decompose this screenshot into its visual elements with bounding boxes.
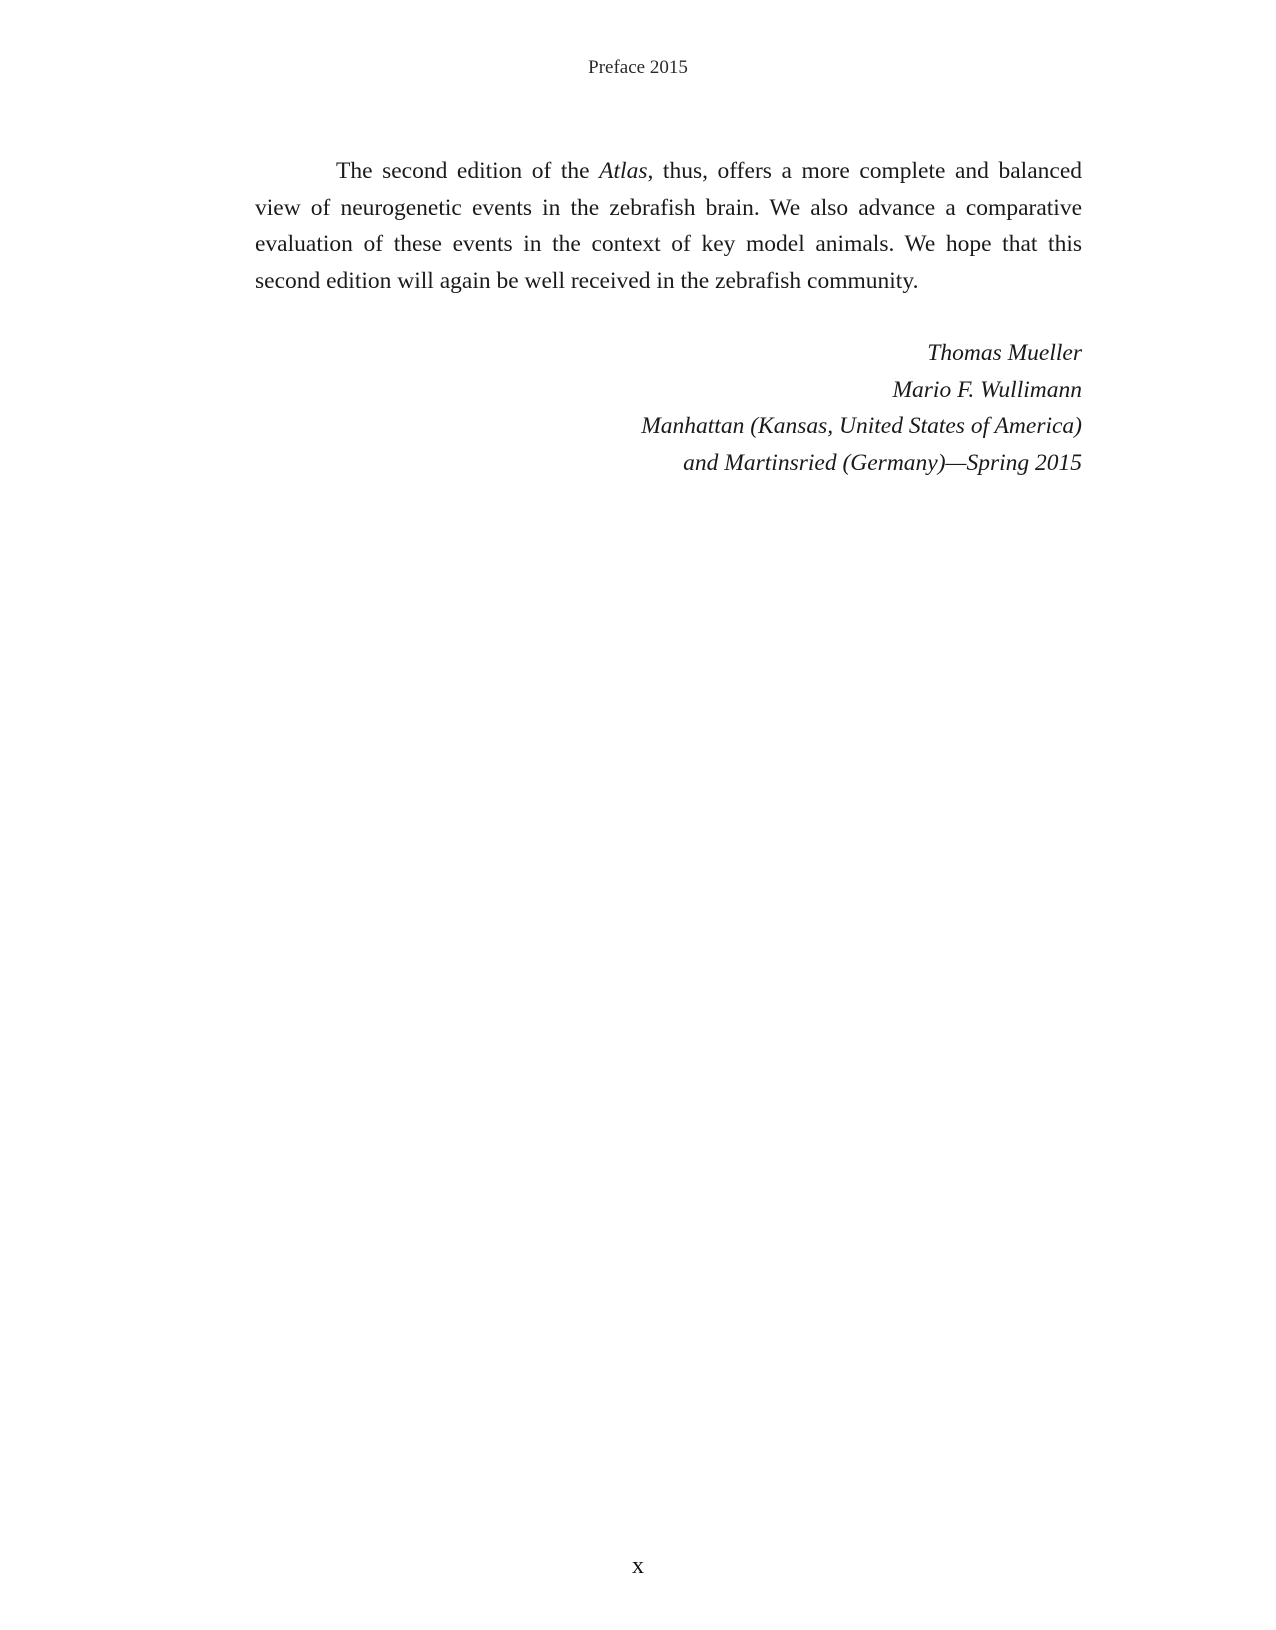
signature-block [255, 335, 1082, 481]
signature-location-date: and Martinsried (Germany)—Spring 2015 [683, 449, 1082, 476]
running-header: Preface 2015 [588, 57, 688, 78]
paragraph-text-start: The second edition of the [336, 158, 600, 184]
page-number: x [632, 1553, 644, 1579]
text-block [255, 153, 1082, 481]
body-paragraph [255, 153, 1082, 299]
paragraph-text-end: , thus, offers a more complete and balanced view of neurogenetic events in the zebrafish brain. We also advance a comparative evaluation of these events in the context of key model animals. We hope that this second edition will again be well received in the zebrafish community. [255, 158, 1082, 294]
author-name-1: Thomas Mueller [927, 340, 1082, 366]
author-name-2: Mario F. Wullimann [892, 376, 1082, 403]
signature-location-1: Manhattan (Kansas, United States of America) [641, 413, 1082, 439]
atlas-italic-title: Atlas [599, 158, 648, 184]
